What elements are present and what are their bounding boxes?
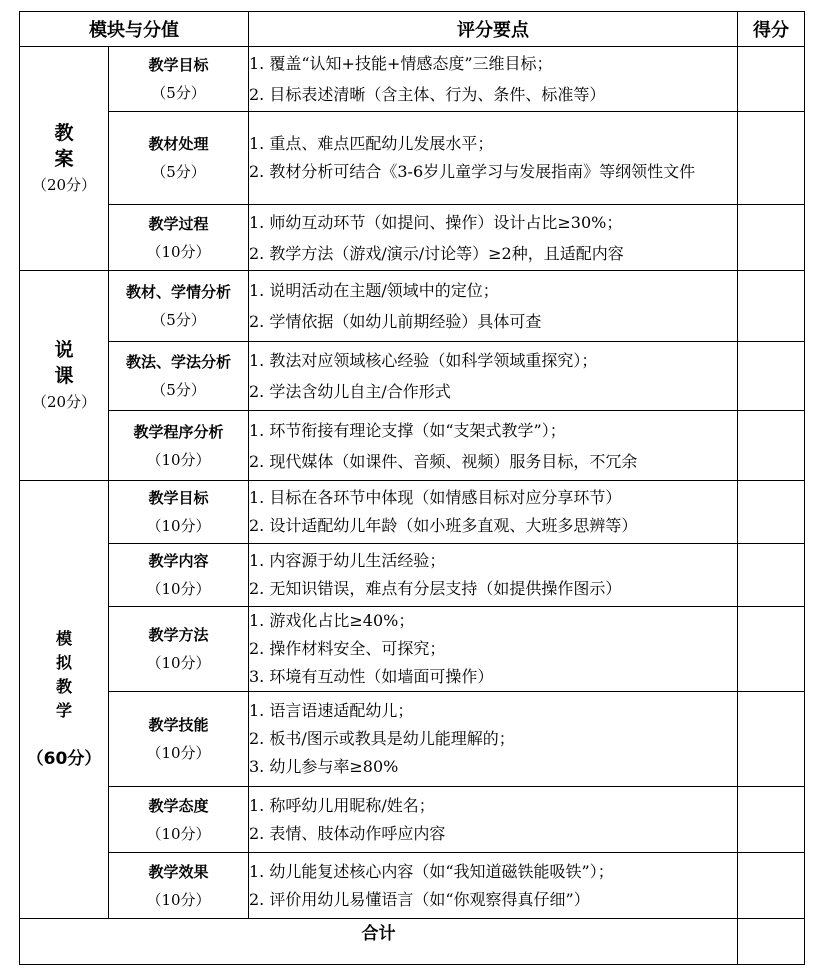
criterion-name: 教学技能 bbox=[148, 716, 209, 734]
scoring-points bbox=[249, 787, 738, 853]
module-name: 说 课 bbox=[54, 338, 74, 387]
criterion-points: （10分） bbox=[146, 242, 211, 261]
criterion-points: （10分） bbox=[146, 580, 211, 598]
criterion-cell bbox=[109, 47, 249, 112]
table-row bbox=[20, 692, 805, 787]
point-line: 1. 重点、难点匹配幼儿发展水平； bbox=[249, 134, 494, 153]
table-row bbox=[20, 342, 805, 411]
criterion-points: （10分） bbox=[146, 890, 211, 909]
header-points: 评分要点 bbox=[249, 12, 738, 47]
criterion-cell bbox=[109, 544, 249, 607]
table-row bbox=[20, 47, 805, 112]
criterion-name: 教学内容 bbox=[148, 552, 209, 570]
score-cell[interactable] bbox=[738, 342, 805, 411]
point-line: 2. 设计适配幼儿年龄（如小班多直观、大班多思辨等） bbox=[249, 516, 638, 535]
module-points: （60分） bbox=[26, 749, 102, 769]
module-name: 模 拟 教 学 bbox=[56, 629, 73, 720]
criterion-points: （5分） bbox=[151, 381, 206, 399]
module-mock-teaching bbox=[20, 481, 109, 919]
point-line: 1. 称呼幼儿用昵称/姓名； bbox=[249, 795, 435, 815]
score-cell[interactable] bbox=[738, 692, 805, 787]
criterion-cell bbox=[109, 692, 249, 787]
criterion-points: （10分） bbox=[146, 744, 211, 762]
criterion-name: 教学态度 bbox=[148, 796, 209, 815]
score-cell[interactable] bbox=[738, 481, 805, 544]
criterion-name: 教材、学情分析 bbox=[125, 283, 231, 301]
table-row bbox=[20, 853, 805, 919]
scoring-points bbox=[249, 342, 738, 411]
score-cell[interactable] bbox=[738, 205, 805, 271]
score-cell[interactable] bbox=[738, 853, 805, 919]
criterion-name: 教学过程 bbox=[148, 214, 209, 233]
criterion-cell bbox=[109, 271, 249, 342]
criterion-cell bbox=[109, 787, 249, 853]
point-line: 2. 学情依据（如幼儿前期经验）具体可查 bbox=[249, 312, 542, 331]
point-line: 1. 幼儿能复述核心内容（如“我知道磁铁能吸铁”）； bbox=[249, 861, 614, 881]
module-lecture bbox=[20, 271, 109, 481]
point-line: 1. 说明活动在主题/领域中的定位； bbox=[249, 281, 499, 300]
scoring-points bbox=[249, 205, 738, 271]
criterion-cell bbox=[109, 112, 249, 205]
criterion-points: （10分） bbox=[146, 517, 211, 535]
point-line: 2. 操作材料安全、可探究； bbox=[249, 639, 446, 658]
table-row bbox=[20, 271, 805, 342]
score-cell[interactable] bbox=[738, 787, 805, 853]
module-points: （20分） bbox=[31, 175, 97, 194]
scoring-points bbox=[249, 853, 738, 919]
criterion-points: （10分） bbox=[146, 654, 211, 672]
scoring-points bbox=[249, 481, 738, 544]
table-row bbox=[20, 544, 805, 607]
score-cell[interactable] bbox=[738, 112, 805, 205]
scoring-points bbox=[249, 271, 738, 342]
scoring-points bbox=[249, 607, 738, 692]
scoring-points bbox=[249, 411, 738, 481]
point-line: 1. 目标在各环节中体现（如情感目标对应分享环节） bbox=[249, 488, 622, 507]
criterion-cell bbox=[109, 853, 249, 919]
point-line: 2. 学法含幼儿自主/合作形式 bbox=[249, 382, 451, 401]
criterion-cell bbox=[109, 607, 249, 692]
criterion-points: （5分） bbox=[151, 84, 206, 102]
point-line: 2. 教学方法（游戏/演示/讨论等）≥2种，且适配内容 bbox=[249, 243, 624, 263]
scoring-points bbox=[249, 544, 738, 607]
point-line: 2. 教材分析可结合《3-6岁儿童学习与发展指南》等纲领性文件 bbox=[249, 162, 696, 181]
point-line: 1. 师幼互动环节（如提问、操作）设计占比≥30%； bbox=[249, 212, 623, 232]
table-row bbox=[20, 205, 805, 271]
point-line: 2. 现代媒体（如课件、音频、视频）服务目标，不冗余 bbox=[249, 451, 638, 471]
point-line: 3. 幼儿参与率≥80% bbox=[249, 757, 399, 776]
criterion-points: （10分） bbox=[146, 824, 211, 843]
scoring-points bbox=[249, 47, 738, 112]
criterion-cell bbox=[109, 205, 249, 271]
score-cell[interactable] bbox=[738, 47, 805, 112]
point-line: 2. 表情、肢体动作呼应内容 bbox=[249, 823, 446, 843]
scoring-points bbox=[249, 692, 738, 787]
module-points: （20分） bbox=[31, 392, 97, 411]
point-line: 1. 环节衔接有理论支撑（如“支架式教学”）； bbox=[249, 420, 566, 440]
table-row bbox=[20, 787, 805, 853]
criterion-name: 教学程序分析 bbox=[133, 422, 224, 441]
criterion-name: 教学目标 bbox=[148, 489, 209, 507]
point-line: 2. 评价用幼儿易懂语言（如“你观察得真仔细”） bbox=[249, 889, 590, 909]
criterion-name: 教学方法 bbox=[148, 626, 209, 644]
score-cell[interactable] bbox=[738, 544, 805, 607]
total-label: 合计 bbox=[20, 919, 738, 965]
total-row bbox=[20, 919, 805, 965]
criterion-cell bbox=[109, 481, 249, 544]
table-row bbox=[20, 607, 805, 692]
score-cell[interactable] bbox=[738, 271, 805, 342]
criterion-name: 教材处理 bbox=[148, 135, 209, 153]
point-line: 2. 板书/图示或教具是幼儿能理解的； bbox=[249, 729, 515, 748]
table-row bbox=[20, 411, 805, 481]
score-cell[interactable] bbox=[738, 411, 805, 481]
criterion-name: 教法、学法分析 bbox=[125, 353, 231, 371]
point-line: 2. 目标表述清晰（含主体、行为、条件、标准等） bbox=[249, 85, 606, 104]
header-module: 模块与分值 bbox=[20, 12, 249, 47]
module-name: 教 案 bbox=[54, 121, 74, 170]
criterion-points: （5分） bbox=[151, 311, 206, 329]
criterion-name: 教学目标 bbox=[148, 56, 209, 74]
scoring-points bbox=[249, 112, 738, 205]
criterion-cell bbox=[109, 411, 249, 481]
point-line: 1. 语言语速适配幼儿； bbox=[249, 701, 414, 720]
point-line: 1. 游戏化占比≥40%； bbox=[249, 611, 415, 630]
module-lesson-plan bbox=[20, 47, 109, 271]
criterion-name: 教学效果 bbox=[148, 862, 209, 881]
table-row bbox=[20, 481, 805, 544]
header-score: 得分 bbox=[738, 12, 805, 47]
point-line: 1. 内容源于幼儿生活经验； bbox=[249, 551, 446, 570]
criterion-points: （10分） bbox=[146, 450, 211, 469]
point-line: 1. 覆盖“认知+技能+情感态度”三维目标； bbox=[249, 54, 553, 73]
point-line: 1. 教法对应领域核心经验（如科学领域重探究）； bbox=[249, 351, 598, 370]
table-row bbox=[20, 112, 805, 205]
score-cell[interactable] bbox=[738, 607, 805, 692]
total-score-cell[interactable] bbox=[738, 919, 805, 965]
point-line: 2. 无知识错误，难点有分层支持（如提供操作图示） bbox=[249, 579, 622, 598]
point-line: 3. 环境有互动性（如墙面可操作） bbox=[249, 667, 494, 686]
header-row bbox=[20, 12, 805, 47]
scoring-rubric-table bbox=[19, 11, 805, 965]
criterion-cell bbox=[109, 342, 249, 411]
criterion-points: （5分） bbox=[151, 163, 206, 181]
